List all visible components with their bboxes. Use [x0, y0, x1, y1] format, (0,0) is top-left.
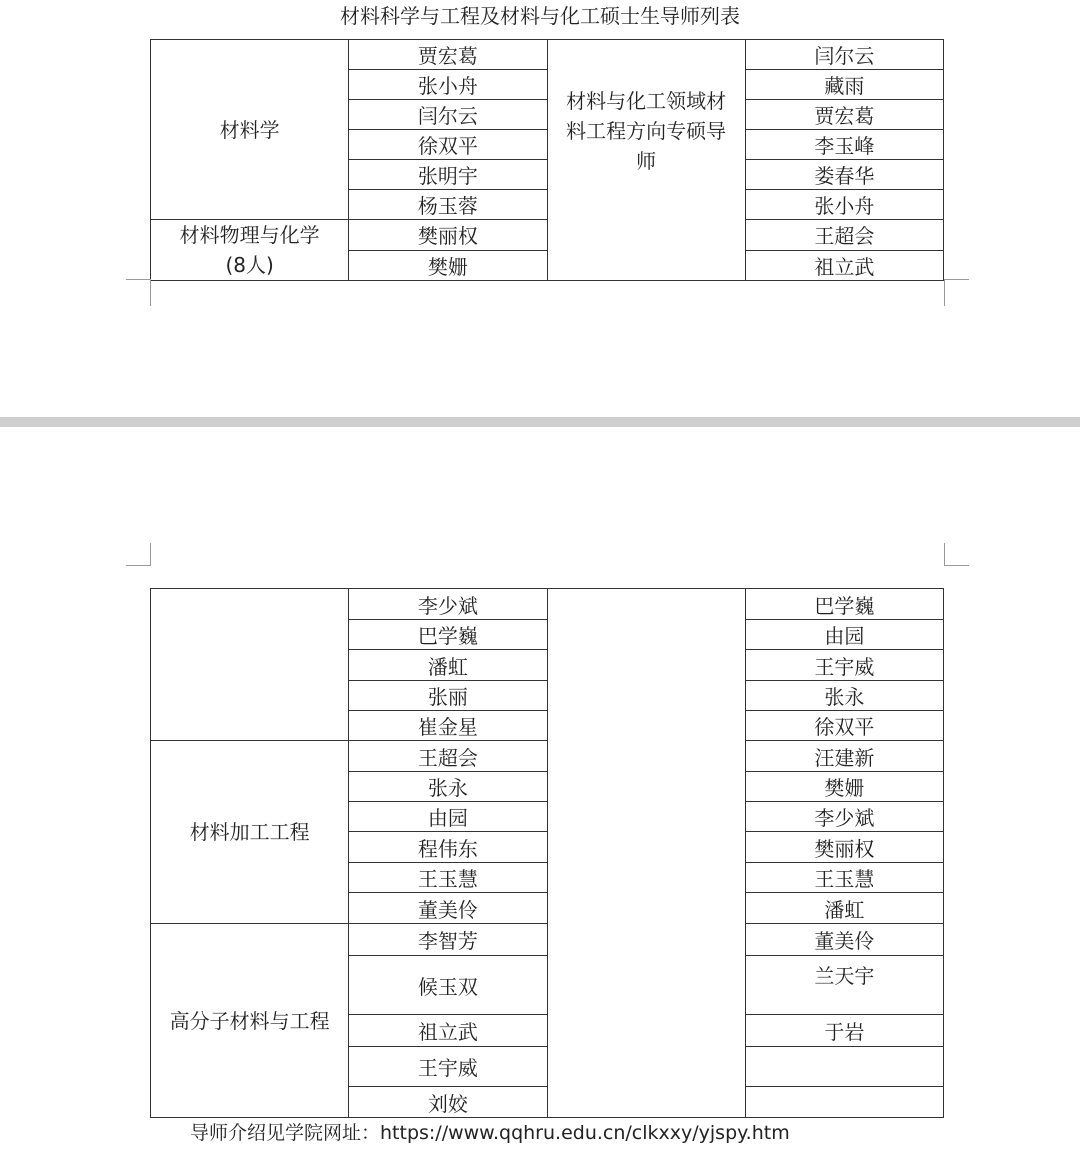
advisor-cell: 李玉峰 — [745, 130, 943, 160]
advisor-table-page2 — [150, 588, 944, 1118]
advisor-cell: 李少斌 — [349, 589, 547, 620]
middle-cell-empty — [547, 589, 745, 1118]
advisor-cell: 程伟东 — [349, 832, 547, 863]
page-separator — [0, 417, 1080, 427]
advisor-cell: 张小舟 — [349, 70, 547, 100]
crop-mark — [126, 543, 151, 566]
advisor-cell — [745, 1047, 943, 1087]
advisor-cell: 张明宇 — [349, 160, 547, 190]
advisor-cell: 祖立武 — [349, 1015, 547, 1047]
advisor-cell: 樊姗 — [745, 772, 943, 802]
advisor-cell: 娄春华 — [745, 160, 943, 190]
advisor-cell: 李少斌 — [745, 802, 943, 832]
advisor-table-page1 — [150, 39, 944, 281]
advisor-cell: 王超会 — [349, 741, 547, 772]
crop-mark — [944, 279, 969, 306]
advisor-cell: 巴学巍 — [349, 620, 547, 650]
advisor-cell: 由园 — [349, 802, 547, 832]
crop-mark — [126, 279, 151, 306]
advisor-cell: 藏雨 — [745, 70, 943, 100]
middle-label-cell — [547, 40, 745, 281]
advisor-cell: 董美伶 — [745, 924, 943, 956]
advisor-cell: 候玉双 — [349, 956, 547, 1015]
advisor-cell: 张小舟 — [745, 190, 943, 220]
advisor-cell: 樊丽权 — [349, 220, 547, 251]
middle-label: 材料与化工领域材料工程方向专硕导师 — [566, 89, 727, 173]
advisor-cell: 王宇威 — [349, 1047, 547, 1087]
advisor-cell: 徐双平 — [745, 711, 943, 741]
advisor-cell: 王超会 — [745, 220, 943, 251]
advisor-cell: 王宇威 — [745, 650, 943, 681]
page-title: 材料科学与工程及材料与化工硕士生导师列表 — [340, 4, 740, 28]
crop-mark — [944, 543, 969, 566]
advisor-cell: 王玉慧 — [745, 863, 943, 893]
advisor-cell: 刘姣 — [349, 1087, 547, 1118]
advisor-cell: 贾宏葛 — [349, 40, 547, 70]
group-cell-empty — [151, 589, 349, 741]
footnote-url-text: 导师介绍见学院网址：https://www.qqhru.edu.cn/clkxxy/yjspy.htm — [190, 1122, 790, 1144]
advisor-cell: 巴学巍 — [745, 589, 943, 620]
group-label: 材料学 — [219, 117, 280, 142]
advisor-cell: 李智芳 — [349, 924, 547, 956]
group-cell-processing: 材料加工工程 — [151, 741, 349, 924]
advisor-cell: 贾宏葛 — [745, 100, 943, 130]
table-1 — [150, 39, 944, 281]
table-row — [151, 40, 944, 70]
advisor-cell: 兰天宇 — [745, 956, 943, 1015]
advisor-cell: 樊丽权 — [745, 832, 943, 863]
advisor-cell: 杨玉蓉 — [349, 190, 547, 220]
advisor-cell — [745, 1087, 943, 1118]
advisor-cell: 张永 — [745, 681, 943, 711]
advisor-cell: 潘虹 — [349, 650, 547, 681]
advisor-cell: 汪建新 — [745, 741, 943, 772]
advisor-cell: 潘虹 — [745, 893, 943, 924]
advisor-cell: 祖立武 — [745, 250, 943, 281]
advisor-cell: 董美伶 — [349, 893, 547, 924]
advisor-cell: 于岩 — [745, 1015, 943, 1047]
advisor-cell: 樊姗 — [349, 250, 547, 281]
advisor-cell: 张丽 — [349, 681, 547, 711]
advisor-cell: 闫尔云 — [349, 100, 547, 130]
group-cell-materials-science — [151, 40, 349, 220]
table-row — [151, 589, 944, 620]
advisor-cell: 崔金星 — [349, 711, 547, 741]
advisor-cell: 张永 — [349, 772, 547, 802]
advisor-cell: 王玉慧 — [349, 863, 547, 893]
group-cell-materials-physics: 材料物理与化学 (8人) — [151, 220, 349, 281]
advisor-cell: 由园 — [745, 620, 943, 650]
advisor-cell: 闫尔云 — [745, 40, 943, 70]
advisor-cell: 徐双平 — [349, 130, 547, 160]
table-2 — [150, 588, 944, 1118]
group-cell-polymer: 高分子材料与工程 — [151, 924, 349, 1118]
